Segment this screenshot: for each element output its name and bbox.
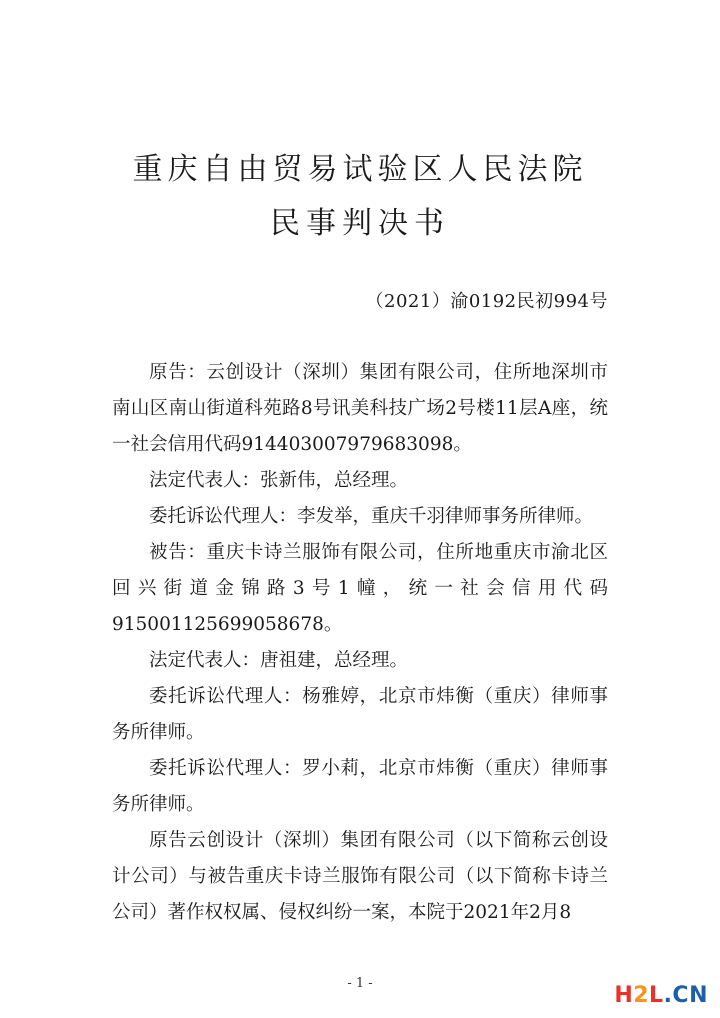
court-name-heading: 重庆自由贸易试验区人民法院 [132,152,588,187]
defendant-legal-representative: 法定代表人：唐祖建，总经理。 [149,650,409,671]
plaintiff-paragraph: 原告：云创设计（深圳）集团有限公司，住所地深圳市南山区南山街道科苑路8号讯美科技广场2号楼11层A座，统一社会信用代码914403007979683098。 [112,362,608,455]
case-summary-paragraph: 原告云创设计（深圳）集团有限公司（以下简称云创设计公司）与被告重庆卡诗兰服饰有限公司（以下简称卡诗兰公司）著作权权属、侵权纠纷一案，本院于2021年2月8 [112,830,608,923]
case-number: （2021）渝0192民初994号 [365,291,608,312]
site-watermark-logo [614,983,708,1008]
plaintiff-legal-representative: 法定代表人：张新伟，总经理。 [149,470,409,491]
judgment-body [112,355,608,931]
defendant-agent-1: 委托诉讼代理人：杨雅婷，北京市炜衡（重庆）律师事务所律师。 [112,686,608,743]
watermark-domain-suffix: .CN [663,983,708,1008]
watermark-letter-l: L [649,983,664,1008]
document-type-heading: 民事判决书 [270,206,450,241]
watermark-digit-2: 2 [633,983,650,1008]
page-number: - 1 - [347,976,373,991]
defendant-paragraph: 被告：重庆卡诗兰服饰有限公司，住所地重庆市渝北区回兴街道金锦路3号1幢，统一社会信用代码915001125699058678。 [112,542,608,635]
plaintiff-agent: 委托诉讼代理人：李发举，重庆千羽律师事务所律师。 [149,506,594,527]
defendant-agent-2: 委托诉讼代理人：罗小莉，北京市炜衡（重庆）律师事务所律师。 [112,758,608,815]
watermark-letter-h: H [614,983,634,1008]
